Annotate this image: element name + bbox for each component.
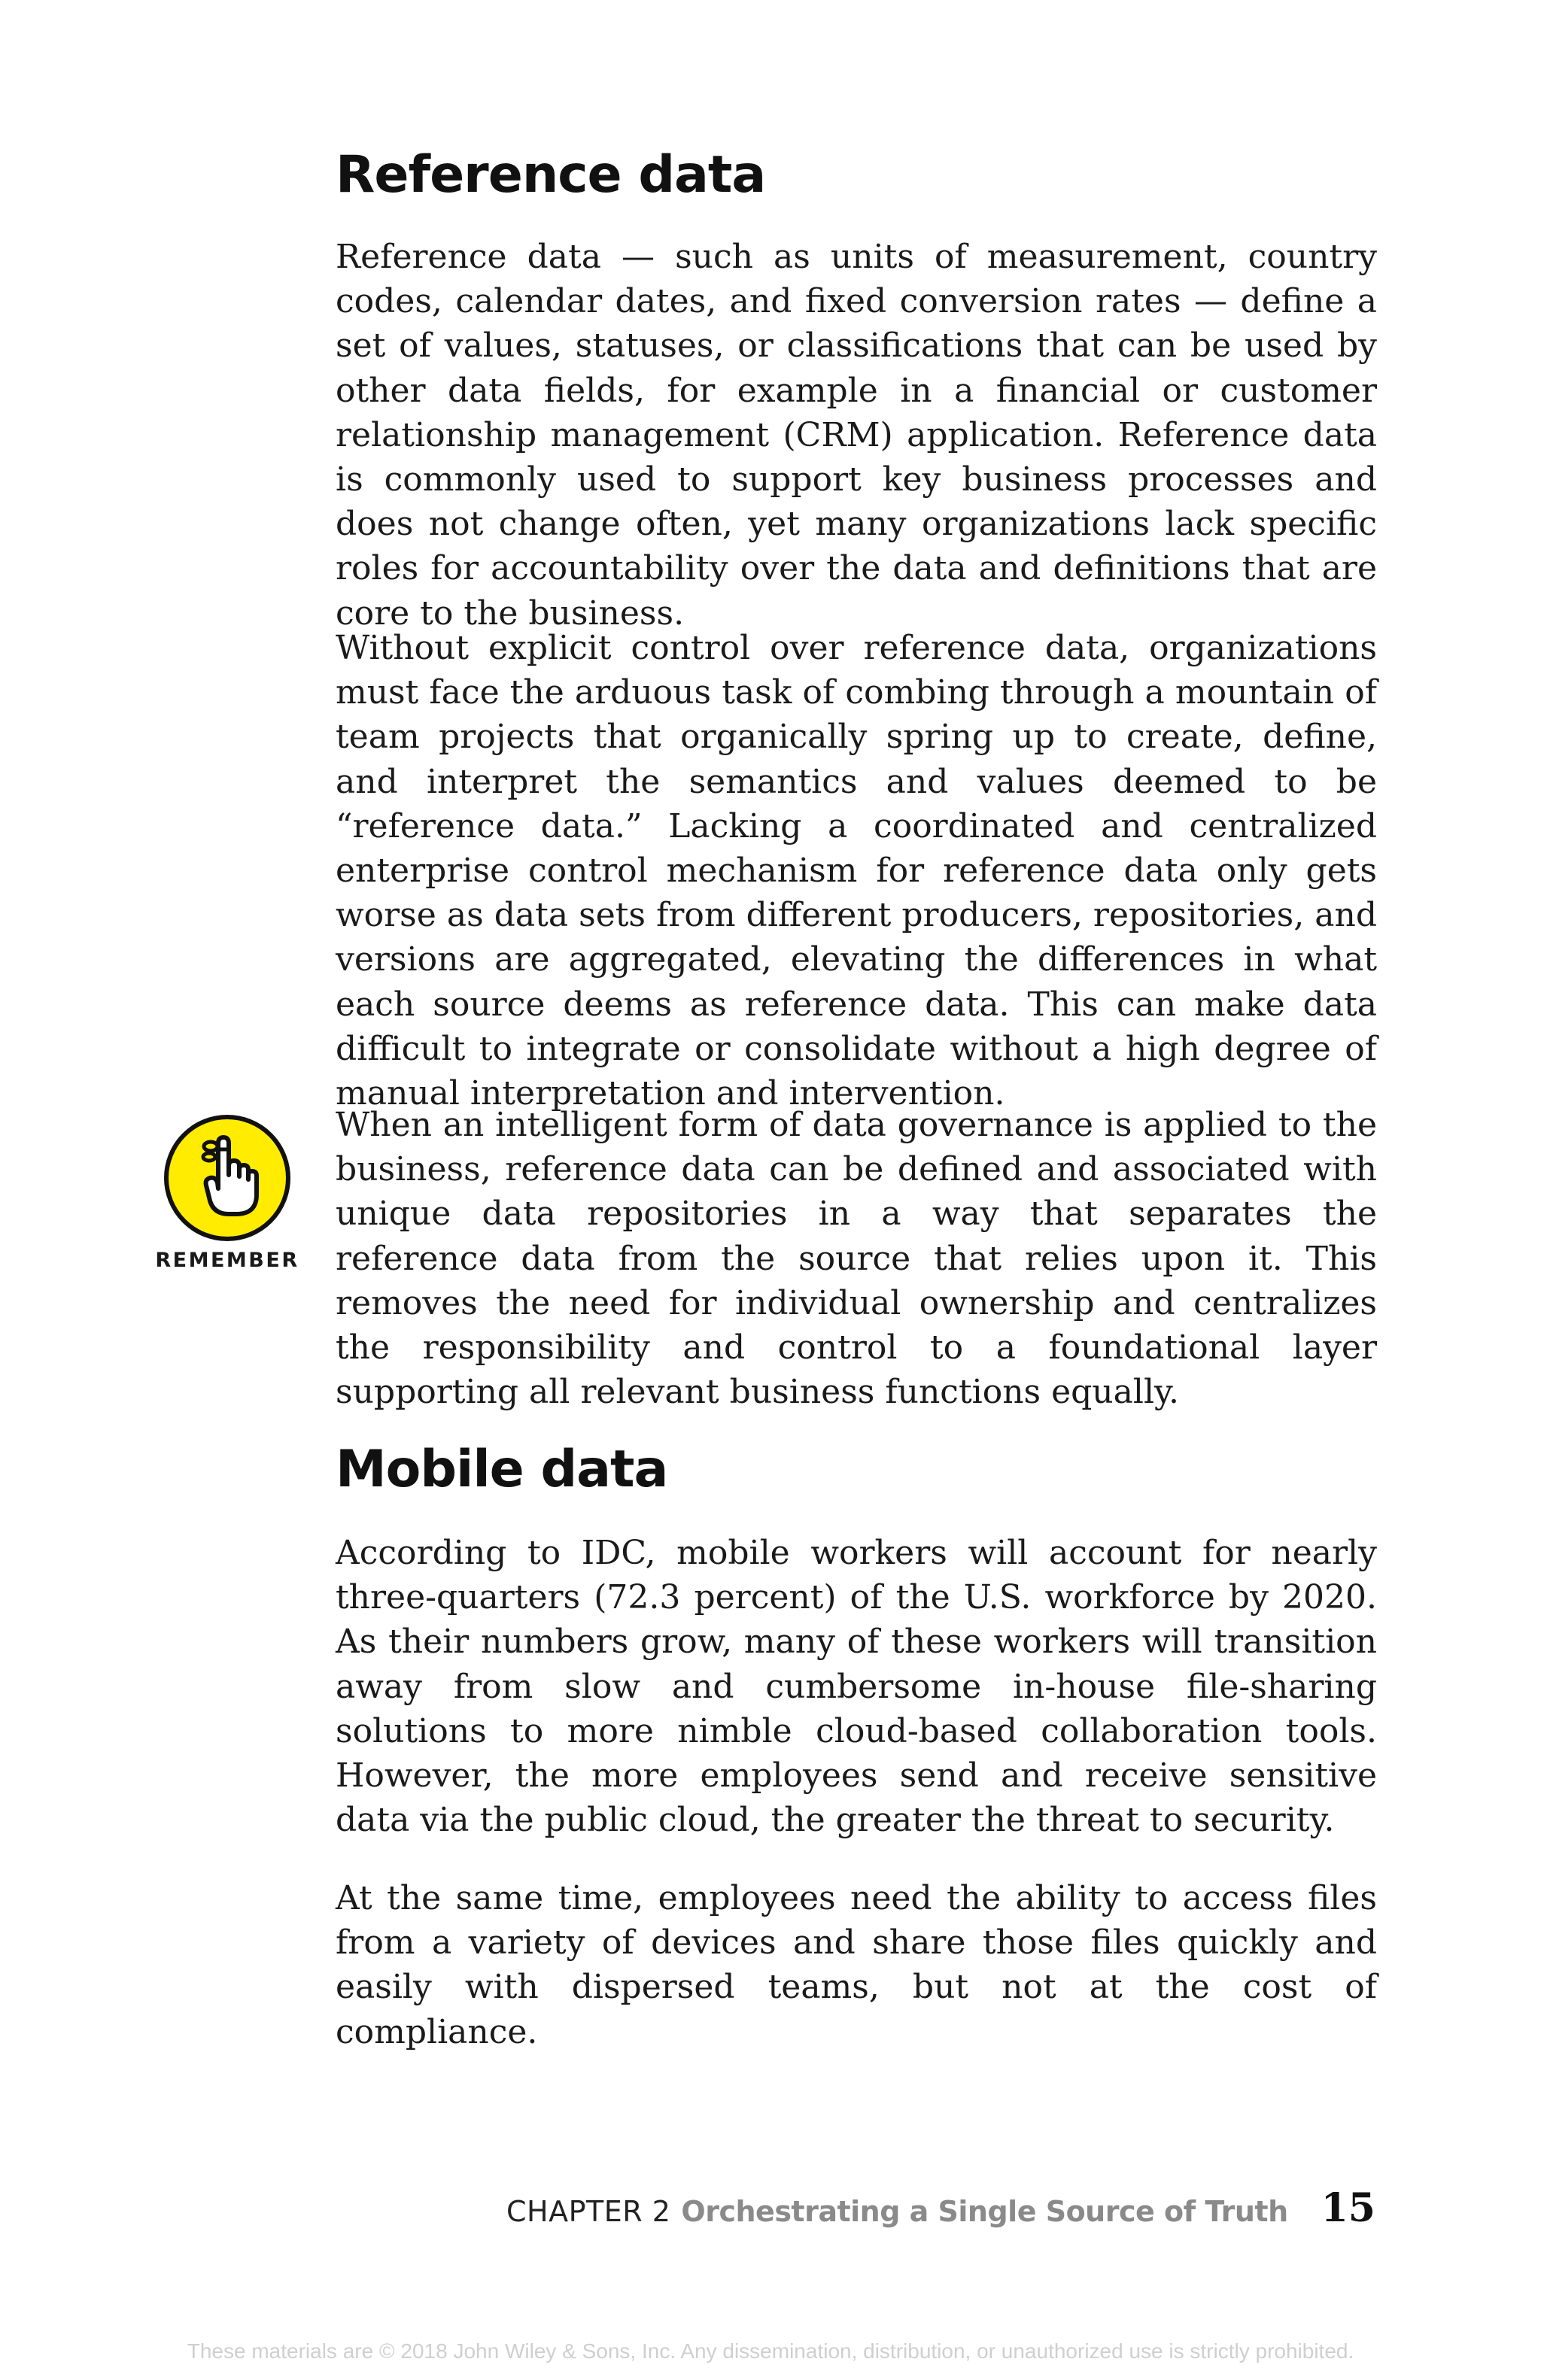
paragraph: At the same time, employees need the ability to access files from a variety of devices and share those files quickly and easily with dispersed teams, but not at the cost of compliance. (336, 1879, 1377, 2051)
paragraph: According to IDC, mobile workers will account for nearly three-quarters (72.3 percent) of the U.S. workforce by 2020. As their numbers grow, many of these workers will transition away from slow and cumbersome in-house file-sharing solutions to more nimble cloud-based collaboration tools. However, the more employees send and receive sensitive data via the public cloud, the greater the threat to security. (336, 1534, 1377, 1840)
heading-mobile-data: Mobile data (336, 1440, 668, 1499)
paragraph: Without explicit control over reference data, organizations must face the arduous task of combing through a mountain of team projects that organically spring up to create, define, and interpret the semantics and values deemed to be “reference data.” Lacking a coordinated and centralized enterprise control mechanism for reference data only gets worse as data sets from different producers, repositories, and versions are aggregated, elevating the differences in what each source deems as reference data. This can make data difficult to integrate or consolidate without a high degree of manual interpretation and intervention. (336, 629, 1377, 1113)
remember-label: REMEMBER (155, 1249, 299, 1272)
page-number: 15 (1321, 2185, 1375, 2231)
remember-callout (153, 1113, 301, 1272)
page-footer (506, 2185, 1375, 2231)
heading-reference-data: Reference data (336, 145, 766, 205)
paragraph: Reference data — such as units of measurement, country codes, calendar dates, and fixed conversion rates — define a set of values, statuses, or classifications that can be used by other data fields, for example in a financial or customer relationship management (CRM) application. Reference data is commonly used to support key business processes and does not change often, yet many organizations lack specific roles for accountability over the data and definitions that are core to the business. (336, 238, 1377, 633)
chapter-label: CHAPTER 2 (506, 2195, 671, 2228)
chapter-title: Orchestrating a Single Source of Truth (681, 2195, 1288, 2228)
paragraph: When an intelligent form of data governance is applied to the business, reference data can be defined and associated with unique data repositories in a way that separates the reference data from the source that relies upon it. This removes the need for individual ownership and centralizes the responsibility and control to a foundational layer supporting all relevant business functions equally. (336, 1106, 1377, 1412)
copyright-notice: These materials are © 2018 John Wiley & Sons, Inc. Any dissemination, distribution, or unauthorized use is strictly prohibited. (187, 2339, 1354, 2363)
remember-finger-string-icon (163, 1113, 292, 1243)
